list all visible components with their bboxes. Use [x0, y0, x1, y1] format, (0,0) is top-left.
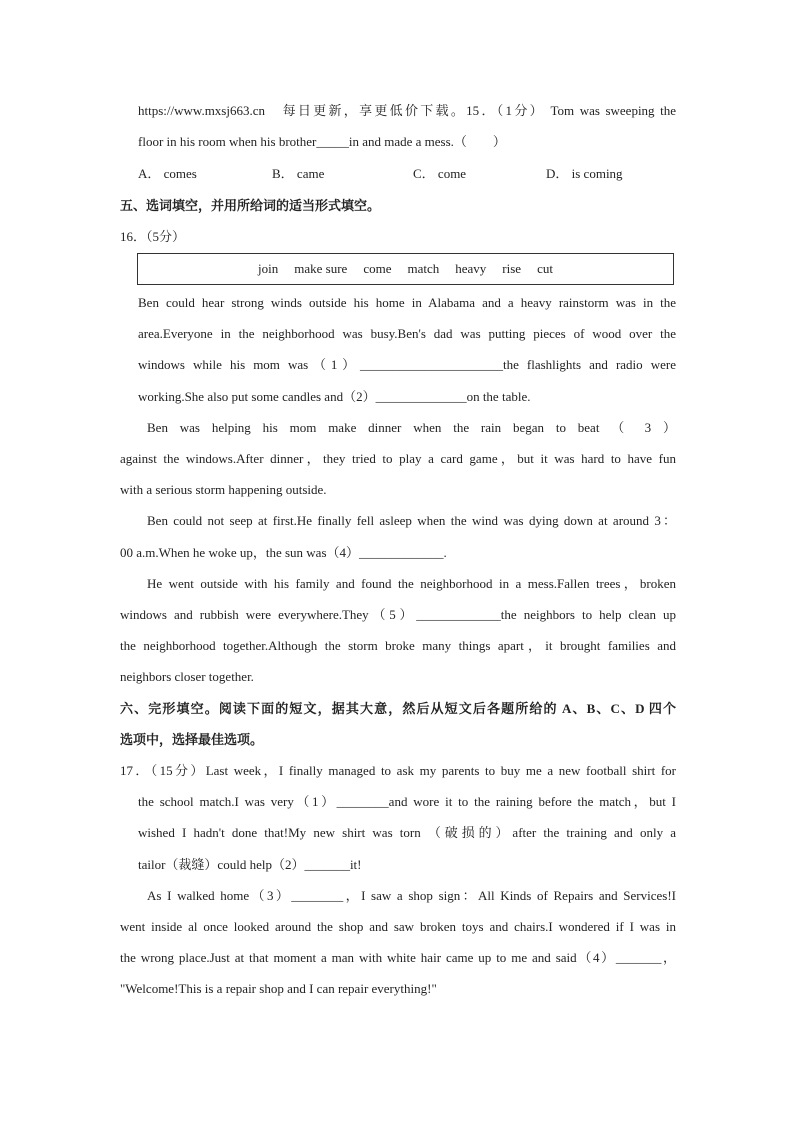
q17-paragraph-line: As I walked home（3）________，I saw a shop sign：All Kinds of Repairs and Services!I: [147, 888, 676, 903]
q16-paragraph-line: windows while his mom was（1）______________________the flashlights and radio were: [138, 357, 676, 372]
q17-paragraph-line: wished I hadn't done that!My new shirt was torn （破损的）after the training and only a: [138, 825, 676, 840]
q16-paragraph-line: against the windows.After dinner，they tried to play a card game，but it was hard to have fun: [120, 451, 676, 466]
word-bank-word: join: [258, 261, 279, 276]
word-bank-word: come: [363, 261, 392, 276]
q16-paragraph-line: Ben could not seep at first.He finally fell asleep when the wind was dying down at around 3：: [147, 513, 676, 528]
q16-paragraph-line: neighbors closer together.: [120, 669, 254, 684]
q17-paragraph-line: tailor（裁缝）could help（2）_______it!: [138, 857, 362, 872]
q16-number: 16．（5分）: [120, 229, 186, 244]
q17-paragraph-line: 17．（15分）Last week，I finally managed to ask my parents to buy me a new football shirt for: [120, 763, 676, 778]
q16-paragraph-line: area.Everyone in the neighborhood was busy.Ben's dad was putting pieces of wood over the: [138, 326, 676, 341]
word-bank-word: heavy: [455, 261, 487, 276]
q16-paragraph-line: the neighborhood together.Although the storm broke many things apart，it brought families and: [120, 638, 676, 653]
word-bank-word: make sure: [294, 261, 348, 276]
q16-paragraph-line: He went outside with his family and found the neighborhood in a mess.Fallen trees，broken: [147, 576, 676, 591]
word-bank-box: [137, 253, 674, 285]
q17-paragraph-line: the school match.I was very（1）________and wore it to the raining before the match，but I: [138, 794, 676, 809]
section-6-heading-line-1: 六、完形填空。阅读下面的短文，据其大意，然后从短文后各题所给的 A、B、C、D 四个: [120, 701, 676, 716]
word-bank-word: cut: [537, 261, 553, 276]
q15-option-b[interactable]: B． came: [272, 166, 325, 181]
q15-option-c[interactable]: C． come: [413, 166, 467, 181]
q16-paragraph-line: Ben could hear strong winds outside his home in Alabama and a heavy rainstorm was in the: [138, 295, 676, 310]
q15-option-a[interactable]: A． comes: [138, 166, 197, 181]
word-bank-word: match: [407, 261, 440, 276]
q16-paragraph-line: windows and rubbish were everywhere.They（5）_____________the neighbors to help clean up: [120, 607, 676, 622]
section-6-heading-line-2: 选项中，选择最佳选项。: [120, 732, 264, 747]
section-5-heading: 五、选词填空，并用所给词的适当形式填空。: [120, 198, 381, 213]
q16-paragraph-line: Ben was helping his mom make dinner when the rain began to beat （ 3 ）: [147, 420, 676, 435]
q17-paragraph-line: the wrong place.Just at that moment a man with white hair came up to me and said（4）_______，: [120, 950, 676, 965]
q16-paragraph-line: with a serious storm happening outside.: [120, 482, 327, 497]
q15-line-2: floor in his room when his brother_____in and made a mess.（ ）: [138, 134, 506, 149]
q15-options: [138, 165, 676, 183]
word-bank-word: rise: [502, 261, 522, 276]
q17-paragraph-line: "Welcome!This is a repair shop and I can repair everything!": [120, 981, 437, 996]
q15-line-1: https://www.mxsj663.cn 每日更新，享更低价下载。15．（1分） Tom was sweeping the: [138, 103, 676, 118]
q16-paragraph-line: 00 a.m.When he woke up，the sun was（4）_____________.: [120, 545, 447, 560]
q16-paragraph-line: working.She also put some candles and（2）______________on the table.: [138, 389, 531, 404]
q15-option-d[interactable]: D． is coming: [546, 166, 623, 181]
q17-paragraph-line: went inside al once looked around the shop and saw broken toys and chairs.I wondered if I was in: [120, 919, 676, 934]
